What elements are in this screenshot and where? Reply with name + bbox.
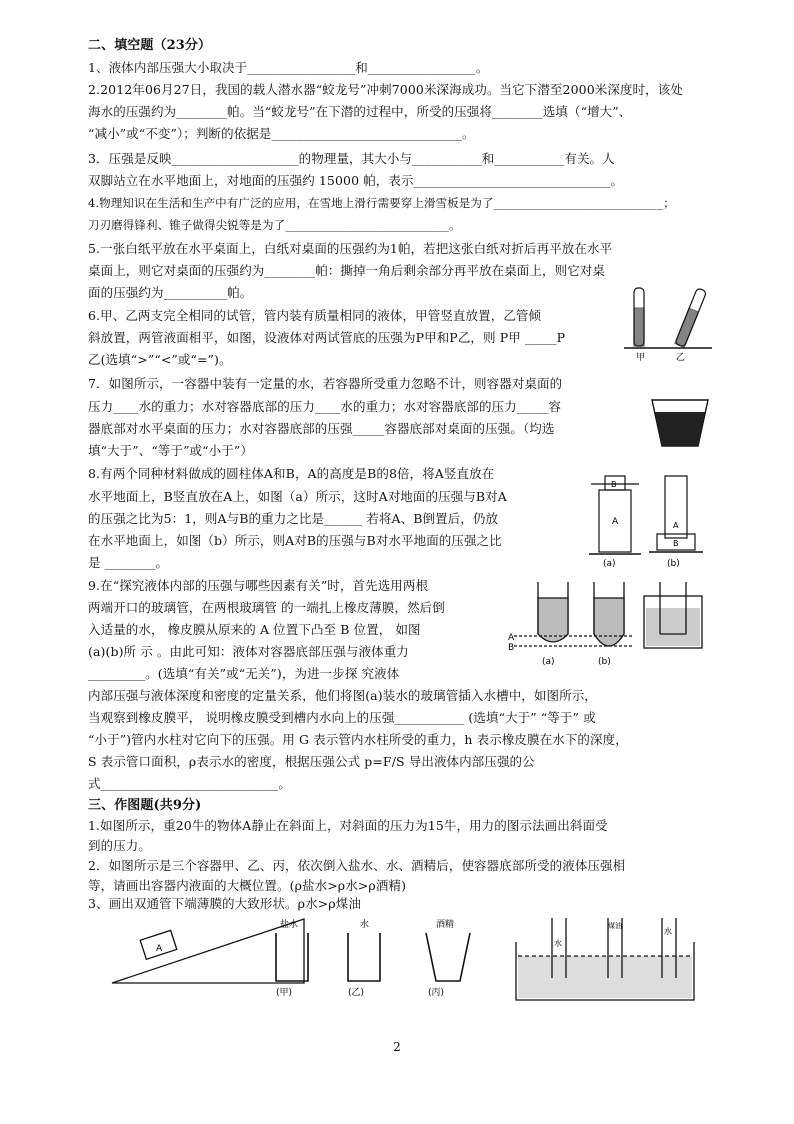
q6-label-right: 乙 <box>676 353 686 362</box>
text-line: 水平地面上，B竖直放在A上，如图（a）所示，这时A对地面的压强与B对A <box>88 489 507 504</box>
text-line: 式____________________________。 <box>88 776 291 791</box>
text-line: 5.一张白纸平放在水平桌面上，白纸对桌面的压强约为1帕，若把这张白纸对折后再平放在水平 <box>88 241 613 256</box>
q8-caption-a: (a) <box>603 559 616 569</box>
q9-mark-b: B <box>508 643 515 653</box>
text-line: 填“大于”、“等于”或“小于”） <box>88 443 253 458</box>
q8-label-b: B <box>611 480 617 489</box>
tubes-in-tank-figure <box>512 912 698 1004</box>
text-line: 9.在“探究液体内部的压强与哪些因素有关”时，首先选用两根 <box>88 578 429 593</box>
text-line: 2．如图所示是三个容器甲、乙、丙，依次倒入盐水、水、酒精后，使容器底部所受的液体压强相 <box>88 858 626 873</box>
container-yi <box>348 933 380 981</box>
text-line: 的压强之比为5：1，则A与B的重力之比是______ 若将A、B倒置后，仍放 <box>88 511 499 526</box>
text-line: 内部压强与液体深度和密度的定量关系，他们将图(a)装水的玻璃管插入水槽中，如图所示， <box>88 688 597 703</box>
text-line: 器底部对水平桌面的压力；水对容器底部的压强_____容器底部对桌面的压强。（均选 <box>88 421 555 436</box>
text-line: 乙(选填“>”“<”或“=”)。 <box>88 352 232 367</box>
text-line: 8.有两个同种材料做成的圆柱体A和B，A的高度是B的8倍，将A竖直放在 <box>88 466 495 481</box>
text-line: 海水的压强约为________帕。当“蛟龙号”在下潜的过程中，所受的压强将________选填（“增大”、 <box>88 104 632 119</box>
q9-mark-a: A <box>508 633 515 643</box>
text-line: “减小”或“不变”）；判断的依据是______________________________。 <box>88 126 475 141</box>
text-line: (a)(b)所 示 。由此可知：液体对容器底部压强与液体重力 <box>88 644 409 659</box>
text-line: 在水平地面上，如图（b）所示，则A对B的压强与B对水平地面的压强之比 <box>88 533 502 548</box>
text-line: 6.甲、乙两支完全相同的试管，管内装有质量相同的液体，甲管竖直放置，乙管倾 <box>88 308 542 323</box>
text-line: 斜放置，两管液面相平，如图，设液体对两试管底的压强为P甲和P乙，则 P甲 _____P <box>88 330 566 345</box>
text-line: 等，请画出容器内液面的大概位置。(ρ盐水>ρ水>ρ酒精) <box>88 878 407 893</box>
q8-label-a2: A <box>673 521 679 530</box>
text-line: 两端开口的玻璃管，在两根玻璃管 的一端扎上橡皮薄膜，然后倒 <box>88 600 445 615</box>
tube-label-kerosene: 煤油 <box>608 922 622 930</box>
text-line: _________。(选填“有关”或“无关”)，为进一步探 究液体 <box>88 666 400 681</box>
caption-bing: (丙) <box>428 988 445 998</box>
container-bing <box>426 933 470 981</box>
q8-label-a: A <box>612 517 619 527</box>
text-line: 1、液体内部压强大小取决于_________________和_________________。 <box>88 60 489 75</box>
caption-jia: (甲) <box>276 988 293 998</box>
label-water: 水 <box>360 920 370 930</box>
text-line: 是 ________。 <box>88 555 169 570</box>
page-number: 2 <box>393 1040 401 1054</box>
q9-caption-a: (a) <box>542 657 555 667</box>
three-containers-figure <box>262 915 472 1000</box>
container-jia <box>276 933 308 981</box>
q7-container-figure <box>650 394 710 452</box>
text-line: 面的压强约为__________帕。 <box>88 285 253 300</box>
text-line: S 表示管口面积，ρ表示水的密度，根据压强公式 p=F/S 导出液体内部压强的公 <box>88 754 535 769</box>
tube-label-water-left: 水 <box>554 939 562 948</box>
tube-label-water-right: 水 <box>664 927 672 936</box>
text-line: 压力____水的重力；水对容器底部的压力____水的重力；水对容器底部的压力_____容 <box>88 399 562 414</box>
q8-label-b2: B <box>673 539 679 548</box>
text-line: 刀刃磨得锋利、锥子做得尖锐等是为了____________________________。 <box>88 218 461 232</box>
text-line: 桌面上，则它对桌面的压强约为________帕：撕掉一角后剩余部分再平放在桌面上，则它对桌 <box>88 263 606 278</box>
q6-label-left: 甲 <box>636 353 646 362</box>
text-line: 4.物理知识在生活和生产中有广泛的应用，在雪地上滑行需要穿上滑雪板是为了_____________________________； <box>88 196 675 210</box>
text-line: 当观察到橡皮膜平， 说明橡皮膜受到槽内水向上的压强___________ (选填“大于” “等于” 或 <box>88 710 596 725</box>
text-line: 入适量的水， 橡皮膜从原来的 A 位置下凸至 B 位置， 如图 <box>88 622 421 637</box>
caption-yi: (乙) <box>348 988 365 998</box>
q8-caption-b: (b) <box>667 559 680 569</box>
section-3-title: 三、作图题(共9分) <box>88 798 202 813</box>
text-line: 3、画出双通管下端薄膜的大致形状。ρ水>ρ煤油 <box>88 896 361 911</box>
text-line: 1.如图所示，重20牛的物体A静止在斜面上，对斜面的压力为15牛，用力的图示法画出斜面受 <box>88 818 608 833</box>
text-line: 7．如图所示，一容器中装有一定量的水，若容器所受重力忽略不计，则容器对桌面的 <box>88 376 563 391</box>
q9-caption-b: (b) <box>598 657 611 667</box>
text-line: 3．压强是反映____________________的物理量，其大小与___________和___________有关。人 <box>88 151 615 166</box>
q8-cylinders-figure <box>585 470 715 570</box>
text-line: 双脚站立在水平地面上，对地面的压强约 15000 帕，表示_______________________________。 <box>88 173 624 188</box>
text-line: 到的压力。 <box>88 838 152 853</box>
q6-test-tubes-figure <box>624 282 714 362</box>
incline-label-a: A <box>156 944 163 954</box>
text-line: 2.2012年06月27日，我国的载人潜水器“蛟龙号”冲刺7000米深海成功。当它下潜至2000米深度时，该处 <box>88 82 683 97</box>
label-alcohol: 酒精 <box>436 920 455 930</box>
q9-glass-tubes-figure <box>508 578 708 668</box>
label-brine: 盐水 <box>280 920 299 930</box>
section-2-title: 二、填空题（23分） <box>88 38 212 53</box>
text-line: “小于”)管内水柱对它向下的压强。用 G 表示管内水柱所受的重力，h 表示橡皮膜在水下的深度， <box>88 732 628 747</box>
